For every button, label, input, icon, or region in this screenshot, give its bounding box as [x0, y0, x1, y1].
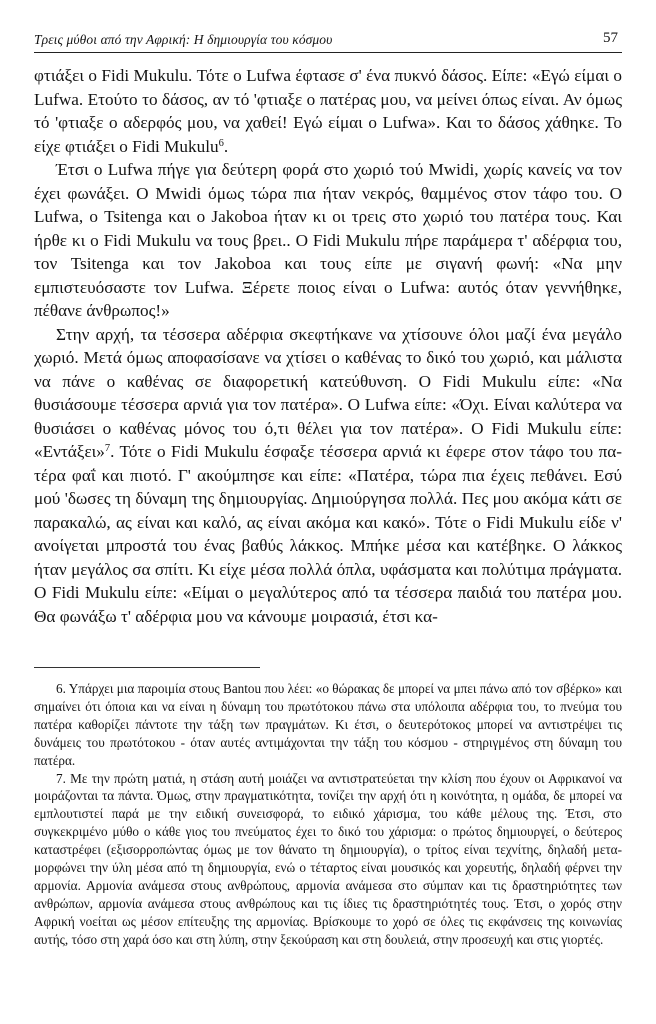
footnote-6: 6. Υπάρχει μια παροιμία στους Bantou που λέει: «ο θώρακας δε μπορεί να μπει πάνω από τον σβέρκο» και σημαίνει ότι όποια και να είναι η δύναμη του πρωτότοκου πάνω στα υπόλοιπα αδέρφια του, το πνεύμα του πατέρα καθορίζει πάντοτε την τάξη των πραγμάτων. Κι έτσι, ο δευτερότοκος μπορεί να αντιστρέψει τις δυνάμεις του πρωτότοκου - όταν αυτές αντιμάχονται την τάξη του κόσμου - στηριγμένος στη δύναμη του πατέρα.	[34, 681, 622, 768]
paragraph-1	[34, 64, 622, 158]
paragraph-3-text: Στην αρχή, τα τέσσερα αδέρφια σκεφτήκανε να χτίσουνε όλοι μαζί ένα μεγάλο χωριό. Μετά όμως αποφασίσανε να χτίσει ο καθένας το δικό του χωριό, και μάλιστα να πάνε ο καθένας σε διαφορετική κατεύθυνση. Ο Fidi Mukulu είπε: «Να θυσιάσουμε τέσσερα αρνιά για τον πατέρα». Ο Lufwa είπε: «Όχι. Είναι καλύτερα να θυσιάσει ο καθένας μόνος του ό,τι θέλει για τον πατέρα». Ο Fidi Mukulu είπε: «Εντάξει»	[34, 324, 622, 461]
footnotes	[34, 680, 622, 949]
footnote-7: 7. Με την πρώτη ματιά, η στάση αυτή μοιάζει να αντιστρατεύεται την κλίση που έχουν οι Αφρικανοί να μοιράζονται τα πάντα. Όμως, στην πραγματικότητα, τονίζει την αρχή ότι η κοινότητα, η ομάδα, δε μπορεί να εμπλουτιστεί παρά με την ειδική συνεισφορά, το ειδικό χάρισμα, του κάθε μέλους της. Έτσι, στο συγκεκριμένο μύθο ο κάθε γιος του πνεύματος έχει το δικό του χάρισμα: ο πρώτος δημιουργεί, ο δεύτερος καταστρέφει (εξισορροπώντας όμως με τον θάνατο τη δημιουργία), ο τρίτος είναι τεχνίτης, δηλαδή μεταμορφώνει την ύλη μέσα από τη δημιουργία, ενώ ο τέταρτος είναι μουσικός και χορευτής, δηλαδή φέρνει την αρμονία. Αρμονία ανάμεσα στους ανθρώπους, αρμονία ανάμεσα στο σύμπαν και τις δραστηριότητες των ανθρώπων, αρμονία ανάμεσα στους ανθρώπους και τις ίδιες τις δραστηριότητές τους. Έτσι, ο χορός στην Αφρική νοείται ως μέσον επίτευξης της αρμονίας. Βρίσκουμε το χορό σε όλες τις εκφάνσεις της κοινωνίας αυτής, τόσο στη χαρά όσο και στη λύπη, στην ξεκούραση και στη δουλειά, στην προσευχή και στις γιορτές.	[34, 770, 622, 947]
paragraph-1-end: .	[223, 136, 229, 156]
body-text	[34, 64, 622, 628]
running-head-title: Τρεις μύθοι από την Αφρική: Η δημιουργία του κόσμου	[34, 32, 333, 47]
running-head	[34, 28, 622, 53]
paragraph-3	[34, 323, 622, 629]
paragraph-2: Έτσι ο Lufwa πήγε για δεύτερη φορά στο χωριό τού Mwidi, χωρίς κανείς να τον έχει φωνάξει. Ο Mwidi όμως τώρα πια ήταν νεκρός, θαμμένος στον τάφο του. Ο Lufwa, ο Tsitenga και ο Jakoboa ήταν κι οι τρεις στο χωριό του πατέρα τους. Και ήρθε κι ο Fidi Mukulu να τους βρει.. Ο Fidi Mukulu πήρε παράμερα τ' αδέρφια του, τον Tsitenga και τον Jakoboa και τους είπε με σιγανή φωνή: «Να μην εμπιστευόσαστε τον Lufwa. Ξέρετε ποιος είναι ο Lufwa: αυτός όταν γεννήθηκε, πέθανε άνθρωπος!»	[34, 160, 622, 320]
paragraph-1-text: φτιάξει ο Fidi Mukulu. Τότε ο Lufwa έφτασε σ' ένα πυκνό δάσος. Είπε: «Εγώ είμαι ο Lufwa. Ετούτο το δάσος, αν τό 'φτιαξε ο πατέρας μου, να μείνει όπως είναι. Αν όμως τό 'φτιαξε ο αδερφός μου, να χαθεί! Εγώ είμαι ο Lufwa». Και το δάσος χάθηκε. Το είχε φτιάξει ο Fidi Mukulu	[34, 66, 622, 156]
footnote-ref-7: 7	[104, 443, 111, 454]
page-number: 57	[603, 30, 618, 46]
paragraph-3-end: . Τότε ο Fidi Mukulu έσφαξε τέσσερα αρνιά κι έφερε στον τάφο του πατέρα φαΐ και πιοτό. Γ' ακούμπησε και είπε: «Πατέρα, τώρα πια έχεις πεθάνει. Εσύ μού 'δωσες τη δύναμη της δημιουργίας. Δημιούργησα πολλά. Πες μου ακόμα κάτι σε παρακαλώ, ας είναι και καλό, ας είναι ακόμα και κακό». Τότε ο Fidi Mukulu είδε ν' ανοίγεται μπροστά του ένας βαθύς λάκκος. Μπήκε μέσα και κατέβηκε. Ο λάκκος ήταν μεγάλος σα σπίτι. Κι είχε μέσα πολλά όπλα, υφάσματα και πολύτιμα πράγματα. Ο Fidi Mukulu είπε: «Είμαι ο μεγαλύτερος από τα τέσσερα παιδιά του πατέρα μου. Θα φωνάξω τ' αδέρφια μου να κάνουμε μοιρασιά, έτσι κα-	[34, 442, 622, 626]
footnote-separator	[34, 667, 260, 668]
footnote-ref-6: 6	[218, 137, 224, 149]
